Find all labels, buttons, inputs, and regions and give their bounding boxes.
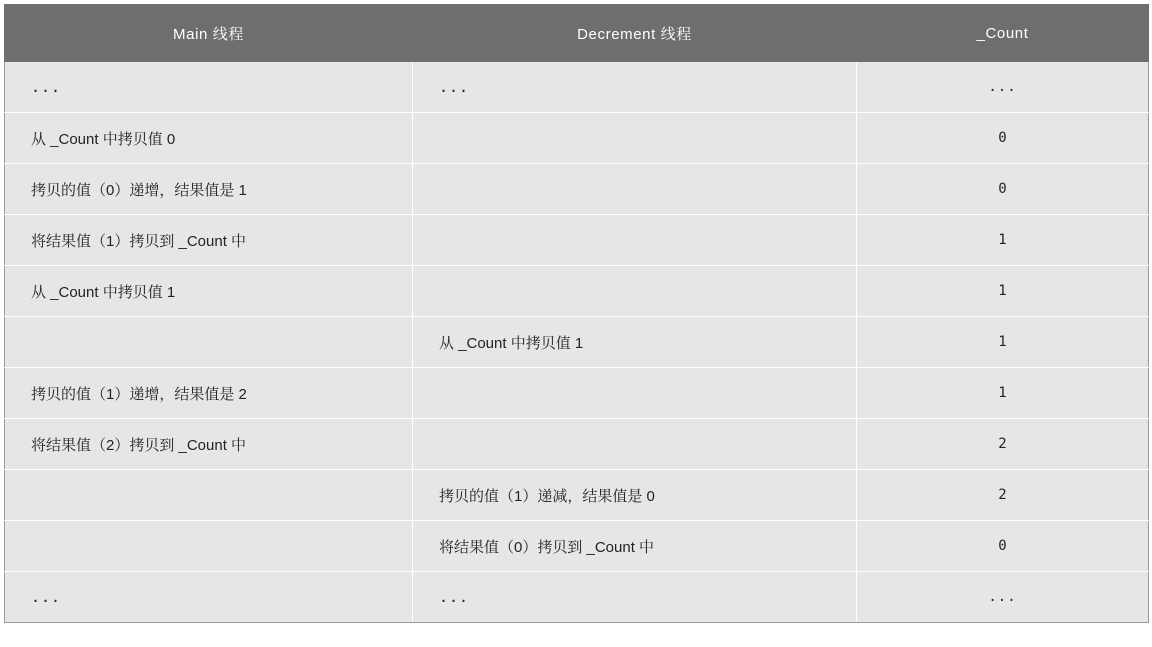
table-row bbox=[5, 62, 1149, 113]
cell-main-thread: ... bbox=[5, 62, 413, 113]
cell-count-value: 0 bbox=[857, 113, 1149, 164]
cell-decrement-thread: 从 _Count 中拷贝值 1 bbox=[413, 317, 857, 368]
column-header-main-thread: Main 线程 bbox=[5, 5, 413, 62]
cell-count-value: 0 bbox=[857, 164, 1149, 215]
cell-count-value: 1 bbox=[857, 368, 1149, 419]
cell-count-value: 2 bbox=[857, 470, 1149, 521]
cell-main-thread: 将结果值（1）拷贝到 _Count 中 bbox=[5, 215, 413, 266]
cell-decrement-thread: ... bbox=[413, 572, 857, 623]
cell-main-thread bbox=[5, 521, 413, 572]
table-header-row bbox=[5, 5, 1149, 62]
cell-decrement-thread bbox=[413, 215, 857, 266]
table-row bbox=[5, 317, 1149, 368]
cell-decrement-thread: 拷贝的值（1）递减，结果值是 0 bbox=[413, 470, 857, 521]
cell-decrement-thread: 将结果值（0）拷贝到 _Count 中 bbox=[413, 521, 857, 572]
cell-main-thread: 拷贝的值（1）递增，结果值是 2 bbox=[5, 368, 413, 419]
cell-count-value: ... bbox=[857, 572, 1149, 623]
cell-main-thread: 从 _Count 中拷贝值 0 bbox=[5, 113, 413, 164]
table-row bbox=[5, 470, 1149, 521]
table-row bbox=[5, 113, 1149, 164]
cell-decrement-thread bbox=[413, 113, 857, 164]
table-row bbox=[5, 215, 1149, 266]
cell-decrement-thread bbox=[413, 266, 857, 317]
cell-decrement-thread bbox=[413, 368, 857, 419]
table-header bbox=[5, 5, 1149, 62]
cell-count-value: ... bbox=[857, 62, 1149, 113]
thread-race-table-container bbox=[0, 4, 1152, 647]
table-body bbox=[5, 62, 1149, 623]
cell-count-value: 2 bbox=[857, 419, 1149, 470]
cell-main-thread: 将结果值（2）拷贝到 _Count 中 bbox=[5, 419, 413, 470]
cell-count-value: 1 bbox=[857, 215, 1149, 266]
cell-decrement-thread bbox=[413, 419, 857, 470]
cell-main-thread: ... bbox=[5, 572, 413, 623]
table-row bbox=[5, 572, 1149, 623]
table-row bbox=[5, 419, 1149, 470]
column-header-count: _Count bbox=[857, 5, 1149, 62]
cell-count-value: 1 bbox=[857, 266, 1149, 317]
table-row bbox=[5, 266, 1149, 317]
cell-count-value: 0 bbox=[857, 521, 1149, 572]
cell-main-thread: 从 _Count 中拷贝值 1 bbox=[5, 266, 413, 317]
cell-main-thread bbox=[5, 317, 413, 368]
cell-main-thread: 拷贝的值（0）递增，结果值是 1 bbox=[5, 164, 413, 215]
cell-decrement-thread: ... bbox=[413, 62, 857, 113]
column-header-decrement-thread: Decrement 线程 bbox=[413, 5, 857, 62]
cell-main-thread bbox=[5, 470, 413, 521]
thread-race-table bbox=[4, 4, 1149, 623]
cell-count-value: 1 bbox=[857, 317, 1149, 368]
table-row bbox=[5, 164, 1149, 215]
cell-decrement-thread bbox=[413, 164, 857, 215]
table-row bbox=[5, 368, 1149, 419]
table-row bbox=[5, 521, 1149, 572]
